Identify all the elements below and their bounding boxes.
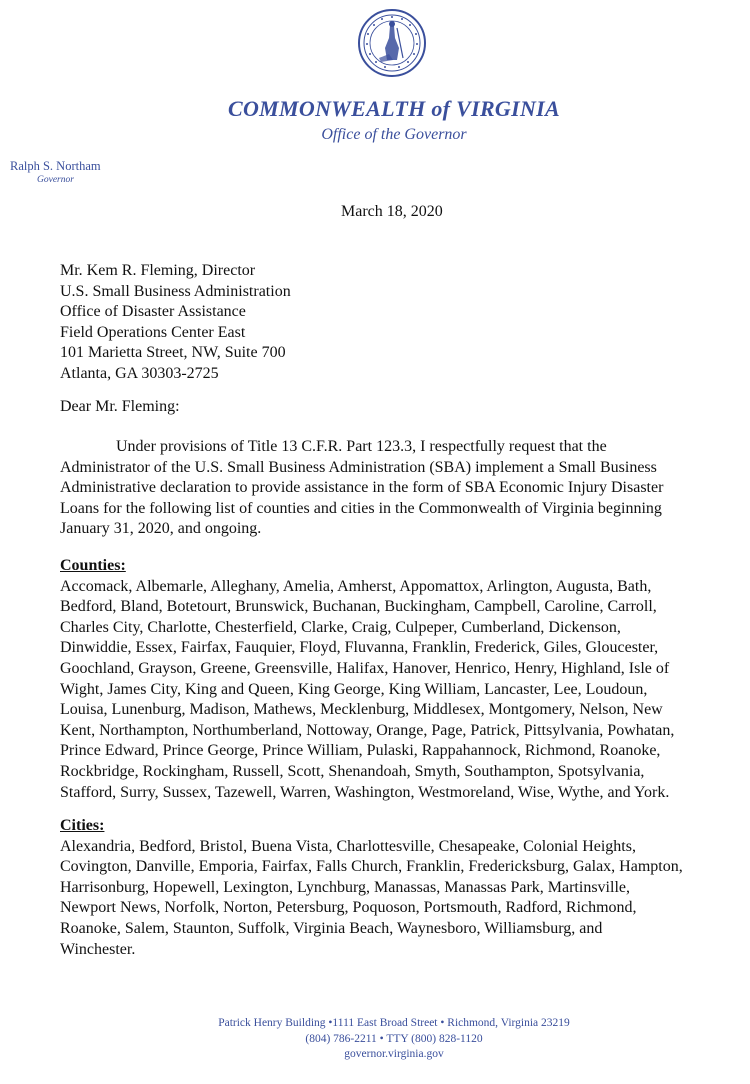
footer-phone: (804) 786-2211 • TTY (800) 828-1120 — [305, 1032, 483, 1045]
cities-heading: Cities: — [60, 817, 105, 834]
counties-line: Rockbridge, Rockingham, Russell, Scott, Shenandoah, Smyth, Southampton, Spotsylvania, — [60, 762, 645, 780]
cities-line: Harrisonburg, Hopewell, Lexington, Lynchburg, Manassas, Manassas Park, Martinsville, — [60, 878, 630, 896]
address-line: Field Operations Center East — [60, 323, 246, 341]
cities-line: Covington, Danville, Emporia, Fairfax, Falls Church, Franklin, Fredericksburg, Galax, Hampton, — [60, 858, 683, 876]
cities-line: Alexandria, Bedford, Bristol, Buena Vista, Charlottesville, Chesapeake, Colonial Heights, — [60, 837, 636, 855]
counties-line: Dinwiddie, Essex, Fairfax, Fauquier, Floyd, Fluvanna, Franklin, Frederick, Giles, Gloucester, — [60, 639, 659, 657]
address-line: U.S. Small Business Administration — [60, 282, 291, 300]
cities-line: Roanoke, Salem, Staunton, Suffolk, Virginia Beach, Waynesboro, Williamsburg, and — [60, 919, 603, 937]
counties-line: Wight, James City, King and Queen, King George, King William, Lancaster, Lee, Loudoun, — [60, 680, 648, 698]
letterhead-footer — [150, 1016, 638, 1063]
counties-section — [60, 556, 740, 803]
counties-line: Charles City, Charlotte, Chesterfield, Clarke, Craig, Culpeper, Cumberland, Dickenson, — [60, 618, 621, 636]
counties-line: Bedford, Bland, Botetourt, Brunswick, Buchanan, Buckingham, Campbell, Caroline, Carroll, — [60, 598, 657, 616]
letterhead-office: Office of the Governor — [321, 126, 467, 143]
governor-name: Ralph S. Northam — [10, 159, 101, 173]
counties-line: Prince Edward, Prince George, Prince William, Pulaski, Rappahannock, Richmond, Roanoke, — [60, 742, 661, 760]
recipient-address — [60, 261, 291, 384]
counties-heading: Counties: — [60, 557, 126, 574]
cities-line: Winchester. — [60, 940, 136, 958]
body-line: Administrator of the U.S. Small Business Administration (SBA) implement a Small Business — [60, 458, 657, 476]
letterhead-org-title: COMMONWEALTH of VIRGINIA — [228, 96, 560, 121]
body-line: Under provisions of Title 13 C.F.R. Part 123.3, I respectfully request that the — [116, 438, 607, 455]
body-line: January 31, 2020, and ongoing. — [60, 520, 262, 537]
counties-line: Stafford, Surry, Sussex, Tazewell, Warren, Washington, Westmoreland, Wise, Wythe, and York. — [60, 783, 670, 801]
letter-date: March 18, 2020 — [341, 203, 443, 220]
body-line: Loans for the following list of counties and cities in the Commonwealth of Virginia beginning — [60, 499, 662, 517]
counties-line: Louisa, Lunenburg, Madison, Mathews, Mecklenburg, Middlesex, Montgomery, Nelson, New — [60, 701, 663, 719]
cities-section — [60, 816, 740, 960]
counties-line: Goochland, Grayson, Greene, Greensville, Halifax, Hanover, Henrico, Henry, Highland, Isle of — [60, 659, 670, 677]
address-line: Atlanta, GA 30303-2725 — [60, 364, 219, 382]
cities-line: Newport News, Norfolk, Norton, Petersburg, Poquoson, Portsmouth, Radford, Richmond, — [60, 899, 637, 917]
address-line: 101 Marietta Street, NW, Suite 700 — [60, 344, 286, 361]
virginia-state-seal-icon — [357, 8, 427, 78]
body-paragraph — [60, 437, 730, 540]
body-line: Administrative declaration to provide assistance in the form of SBA Economic Injury Disaster — [60, 479, 664, 496]
address-line: Office of Disaster Assistance — [60, 303, 246, 320]
footer-address: Patrick Henry Building •1111 East Broad Street • Richmond, Virginia 23219 — [218, 1017, 570, 1029]
counties-line: Accomack, Albemarle, Alleghany, Amelia, Amherst, Appomattox, Arlington, Augusta, Bath, — [60, 577, 652, 595]
counties-line: Kent, Northampton, Northumberland, Nottoway, Orange, Page, Patrick, Pittsylvania, Powhatan, — [60, 721, 675, 739]
address-line: Mr. Kem R. Fleming, Director — [60, 262, 256, 279]
salutation: Dear Mr. Fleming: — [60, 398, 180, 415]
governor-title: Governor — [37, 175, 74, 185]
footer-website[interactable]: governor.virginia.gov — [344, 1048, 444, 1060]
